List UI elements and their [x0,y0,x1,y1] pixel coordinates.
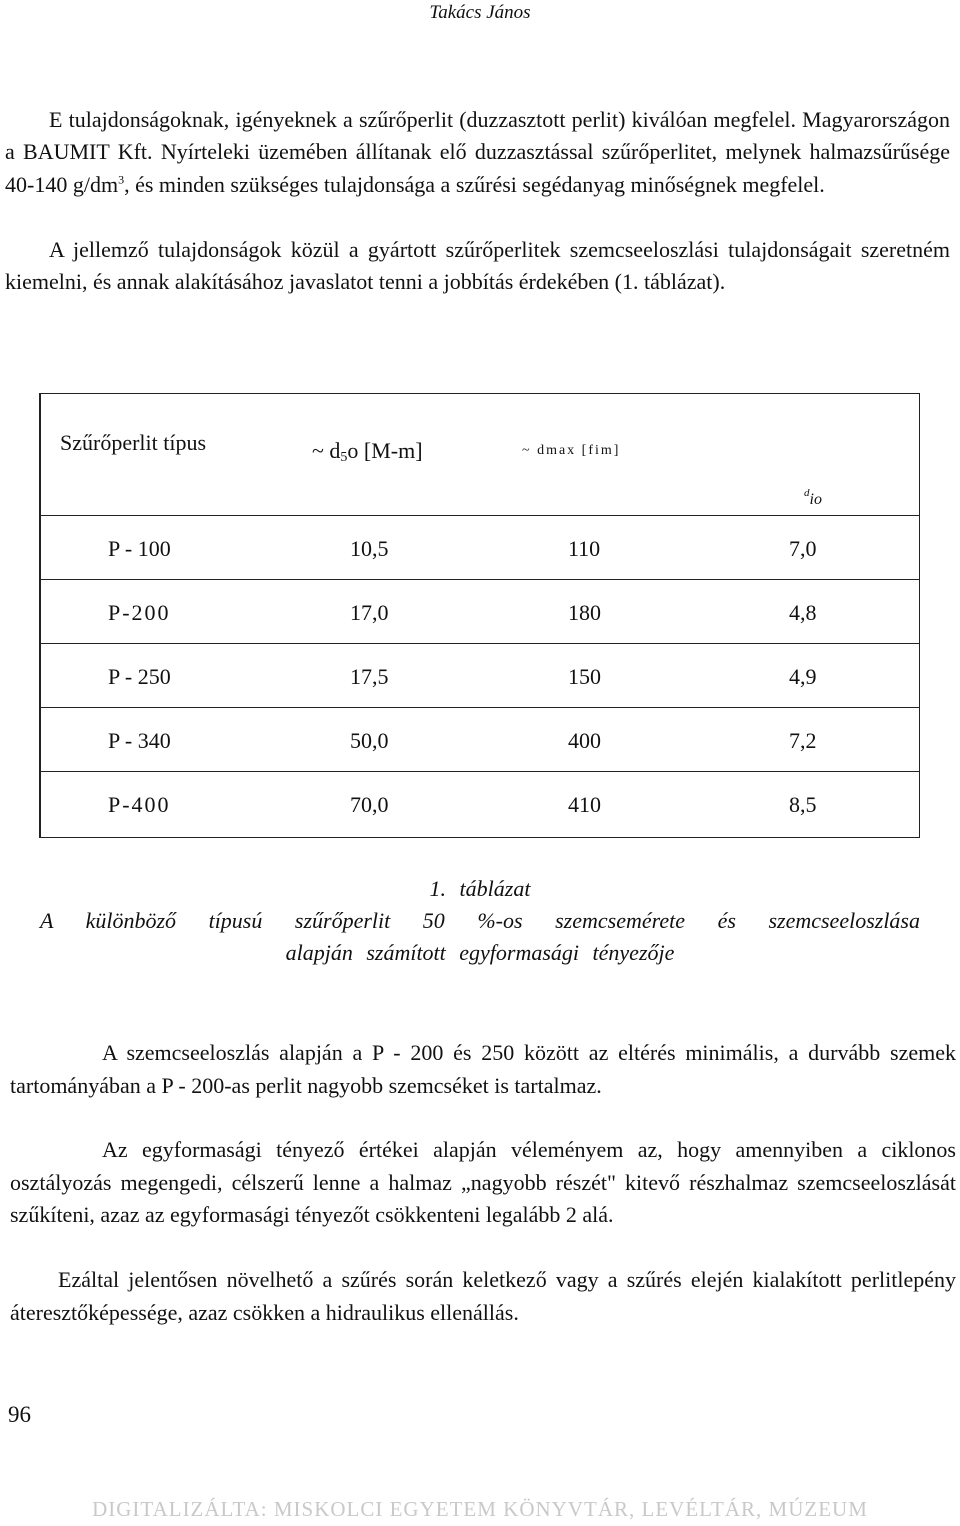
cell-dmax: 110 [568,536,601,561]
cell-d10: 8,5 [789,792,817,817]
cell-d50: 17,5 [350,664,389,689]
cell-dmax: 410 [568,792,601,817]
cell-d50: 70,0 [350,792,389,817]
cell-d50: 10,5 [350,536,389,561]
header-d10: $^d$io [804,487,822,508]
cell-d10: 4,8 [789,600,817,625]
body-paragraph-3-text: Ezáltal jelentősen növelhető a szűrés során keletkező vagy a szűrés elején kialakított perlitlepény áteresztőképessége, azaz csökken a hidraulikus ellenállás. [10,1267,956,1325]
data-table [39,393,920,838]
cell-type: P-200 [108,600,171,625]
intro-paragraph-1-text: E tulajdonságoknak, igényeknek a szűrőperlit (duzzasztott perlit) kiválóan megfelel. Magyarországon a BAUMIT Kft. Nyírteleki üzemében állítanak elő duzzasztással szűrőperlitet, melynek halmazsűrűsége 40-140 g/dm [5,107,950,197]
cell-type: P - 100 [108,536,171,561]
cell-d10: 4,9 [789,664,817,689]
cell-type: P-400 [108,792,171,817]
cell-d10: 7,2 [789,728,817,753]
page-number: 96 [8,1402,31,1427]
body-paragraph-3 [10,1264,956,1329]
body-paragraph-2-text: Az egyformasági tényező értékei alapján véleményem az, hogy amennyiben a ciklonos osztályozás megengedi, célszerű lenne a halmaz „nagyobb részét" kitevő részhalmaz szemcseeloszlását szűkíteni, azaz az egyformasági tényezőt csökkenteni legalább 2 alá. [10,1137,956,1227]
superscript: 3 [118,172,125,187]
table-divider [40,515,919,516]
table-caption-line-2: alapján számított egyformasági tényezője [285,940,675,965]
cell-d50: 50,0 [350,728,389,753]
intro-paragraph-2-text: A jellemző tulajdonságok közül a gyártott szűrőperlitek szemcseeloszlási tulajdonságait szeretném kiemelni, és annak alakításához javaslatot tenni a jobbítás érdekében (1. táblázat). [5,237,950,295]
table-divider [40,579,919,580]
cell-dmax: 400 [568,728,601,753]
header-d50: ~ d5o [M-m] [312,438,423,465]
running-head: Takács János [429,2,531,23]
cell-dmax: 180 [568,600,601,625]
cell-dmax: 150 [568,664,601,689]
intro-paragraph-1-tail: , és minden szükséges tulajdonsága a szűrési segédanyag minőségnek megfelel. [124,171,825,197]
header-dmax: ~ dmax [fim] [522,443,621,458]
table-caption-number: 1. táblázat [429,876,531,901]
table-divider [40,771,919,772]
table-caption-line-1: A különböző típusú szűrőperlit 50 %-os szemcsemérete és szemcseeloszlása [40,908,920,933]
body-paragraph-1 [10,1037,956,1102]
digitization-watermark: DIGITALIZÁLTA: MISKOLCI EGYETEM KÖNYVTÁR, LEVÉLTÁR, MÚZEUM [92,1497,868,1521]
cell-d50: 17,0 [350,600,389,625]
table-divider [40,643,919,644]
header-type: Szűrőperlit típus [60,430,207,455]
cell-d10: 7,0 [789,536,817,561]
cell-type: P - 340 [108,728,171,753]
body-paragraph-1-text: A szemcseeloszlás alapján a P - 200 és 250 között az eltérés minimális, a durvább szemek tartományában a P - 200-as perlit nagyobb szemcséket is tartalmaz. [10,1040,956,1098]
cell-type: P - 250 [108,664,171,689]
intro-paragraph-1 [5,104,950,201]
body-paragraph-2 [10,1134,956,1232]
table-divider [40,707,919,708]
intro-paragraph-2 [5,234,950,299]
